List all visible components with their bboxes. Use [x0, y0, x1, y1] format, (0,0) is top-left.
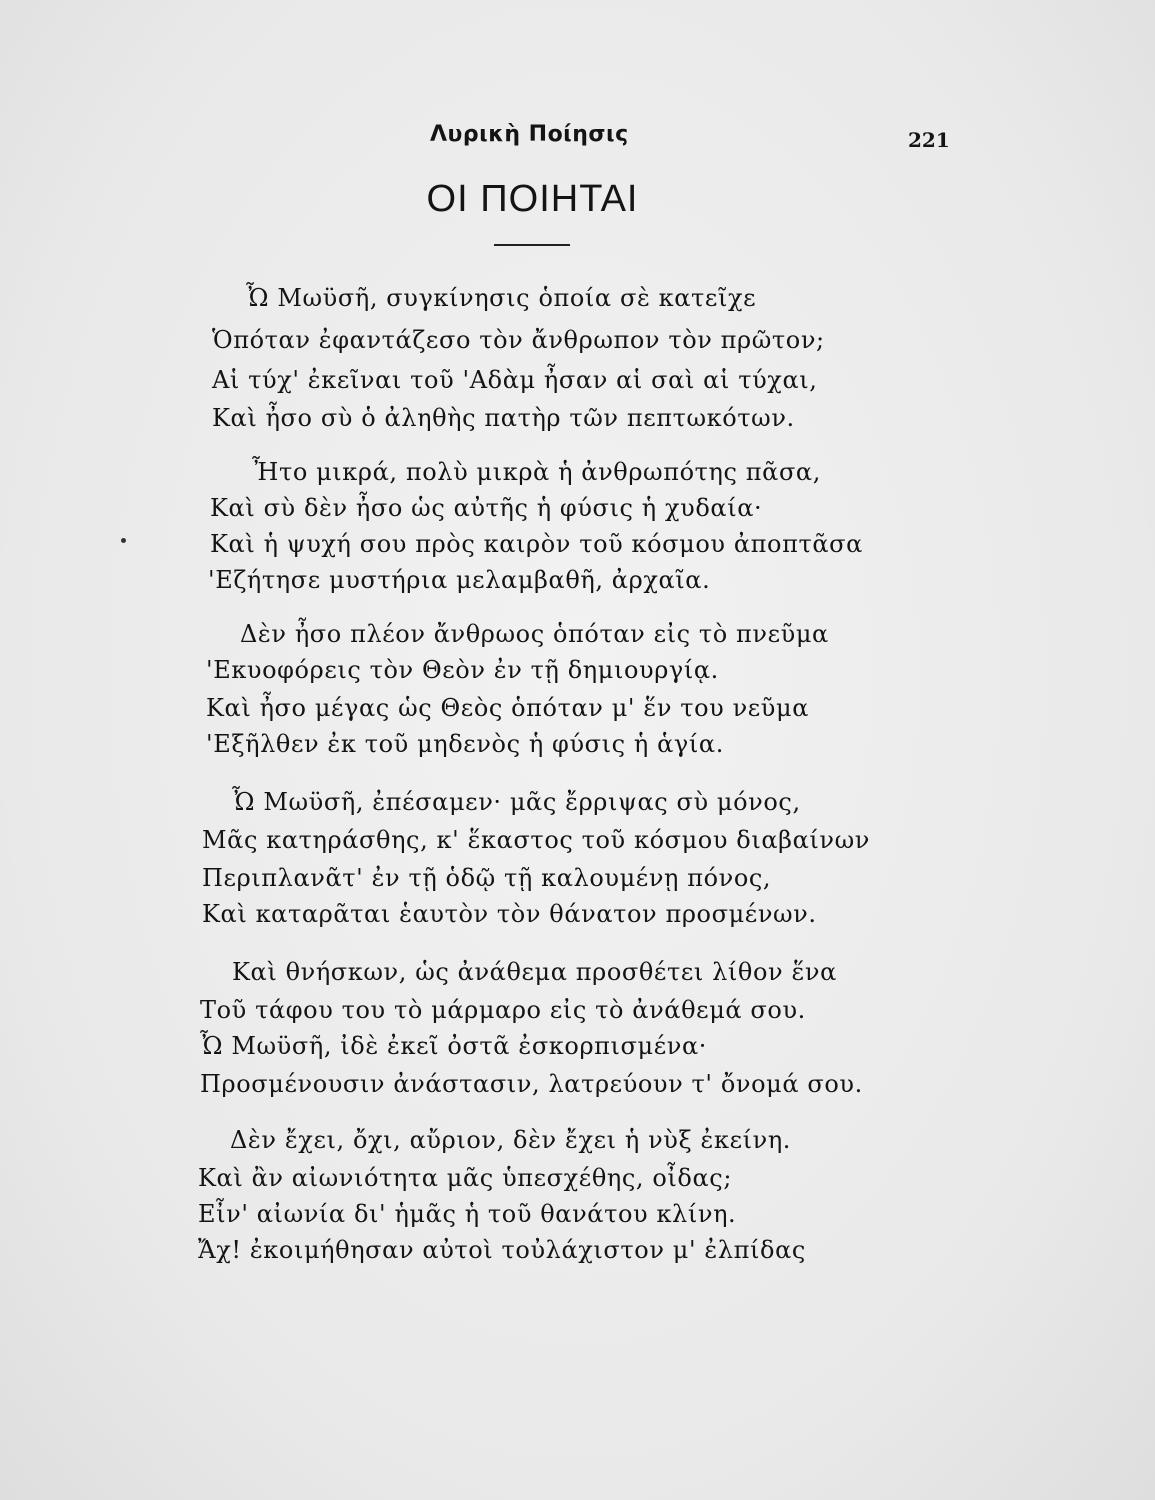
poem-line: Καὶ σὺ δὲν ἦσο ὡς αὐτῆς ἡ φύσις ἡ χυδαία·: [210, 494, 763, 522]
poem-line: Μᾶς κατηράσθης, κ' ἕκαστος τοῦ κόσμου διαβαίνων: [202, 826, 870, 854]
poem-line: Ἦτο μικρά, πολὺ μικρὰ ἡ ἀνθρωπότης πᾶσα,: [252, 458, 821, 486]
page-number: 221: [908, 128, 950, 152]
poem-line: 'Εξῆλθεν ἐκ τοῦ μηδενὸς ἡ φύσις ἡ ἁγία.: [206, 730, 724, 758]
poem-title: ΟΙ ΠΟΙΗΤΑΙ: [426, 178, 639, 220]
poem-line: Ὁπόταν ἐφαντάζεσο τὸν ἄνθρωπον τὸν πρῶτον;: [212, 326, 825, 354]
poem-line: Αἱ τύχ' ἐκεῖναι τοῦ 'Αδὰμ ἦσαν αἱ σαὶ αἱ τύχαι,: [212, 366, 818, 394]
poem-line: Καὶ ἦσο μέγας ὡς Θεὸς ὁπόταν μ' ἕν του νεῦμα: [206, 694, 809, 722]
title-rule: [494, 244, 570, 246]
poem-line: Καὶ θνήσκων, ὡς ἀνάθεμα προσθέτει λίθον ἕνα: [232, 958, 837, 986]
poem-line: Ὦ Μωϋσῆ, συγκίνησις ὁποία σὲ κατεῖχε: [246, 284, 757, 312]
poem-line: 'Εζήτησε μυστήρια μελαμβαθῆ, ἀρχαῖα.: [208, 566, 711, 594]
poem-line: Ὦ Μωϋσῆ, ἐπέσαμεν· μᾶς ἔρριψας σὺ μόνος,: [232, 788, 801, 816]
poem-line: Δὲν ἔχει, ὄχι, αὔριον, δὲν ἔχει ἡ νὺξ ἐκείνη.: [230, 1126, 792, 1154]
poem-line: Προσμένουσιν ἀνάστασιν, λατρεύουν τ' ὄνομά σου.: [200, 1070, 863, 1098]
poem-line: Ἄχ! ἐκοιμήθησαν αὐτοὶ τοὐλάχιστον μ' ἐλπίδας: [198, 1236, 806, 1264]
poem-line: Ὦ Μωϋσῆ, ἰδὲ ἐκεῖ ὀστᾶ ἐσκορπισμένα·: [200, 1032, 707, 1060]
poem-line: Τοῦ τάφου του τὸ μάρμαρο εἰς τὸ ἀνάθεμά σου.: [200, 996, 806, 1024]
poem-line: Εἶν' αἰωνία δι' ἡμᾶς ἡ τοῦ θανάτου κλίνη.: [198, 1200, 737, 1228]
poem-line: Καὶ ἦσο σὺ ὁ ἀληθὴς πατὴρ τῶν πεπτωκότων.: [212, 404, 795, 432]
ink-speck: [121, 538, 126, 543]
poem-line: Περιπλανᾶτ' ἐν τῇ ὁδῷ τῇ καλουμένῃ πόνος,: [202, 864, 772, 892]
poem-line: Καὶ ἂν αἰωνιότητα μᾶς ὑπεσχέθης, οἶδας;: [198, 1164, 733, 1192]
poem-line: 'Εκυοφόρεις τὸν Θεὸν ἐν τῇ δημιουργίᾳ.: [206, 656, 719, 684]
poem-line: Καὶ ἡ ψυχή σου πρὸς καιρὸν τοῦ κόσμου ἀποπτᾶσα: [210, 530, 863, 558]
running-head: Λυρικὴ Ποίησις: [430, 122, 629, 147]
poem-line: Καὶ καταρᾶται ἑαυτὸν τὸν θάνατον προσμένων.: [202, 900, 817, 928]
poem-line: Δὲν ἦσο πλέον ἄνθρωος ὁπόταν εἰς τὸ πνεῦμα: [240, 620, 829, 648]
